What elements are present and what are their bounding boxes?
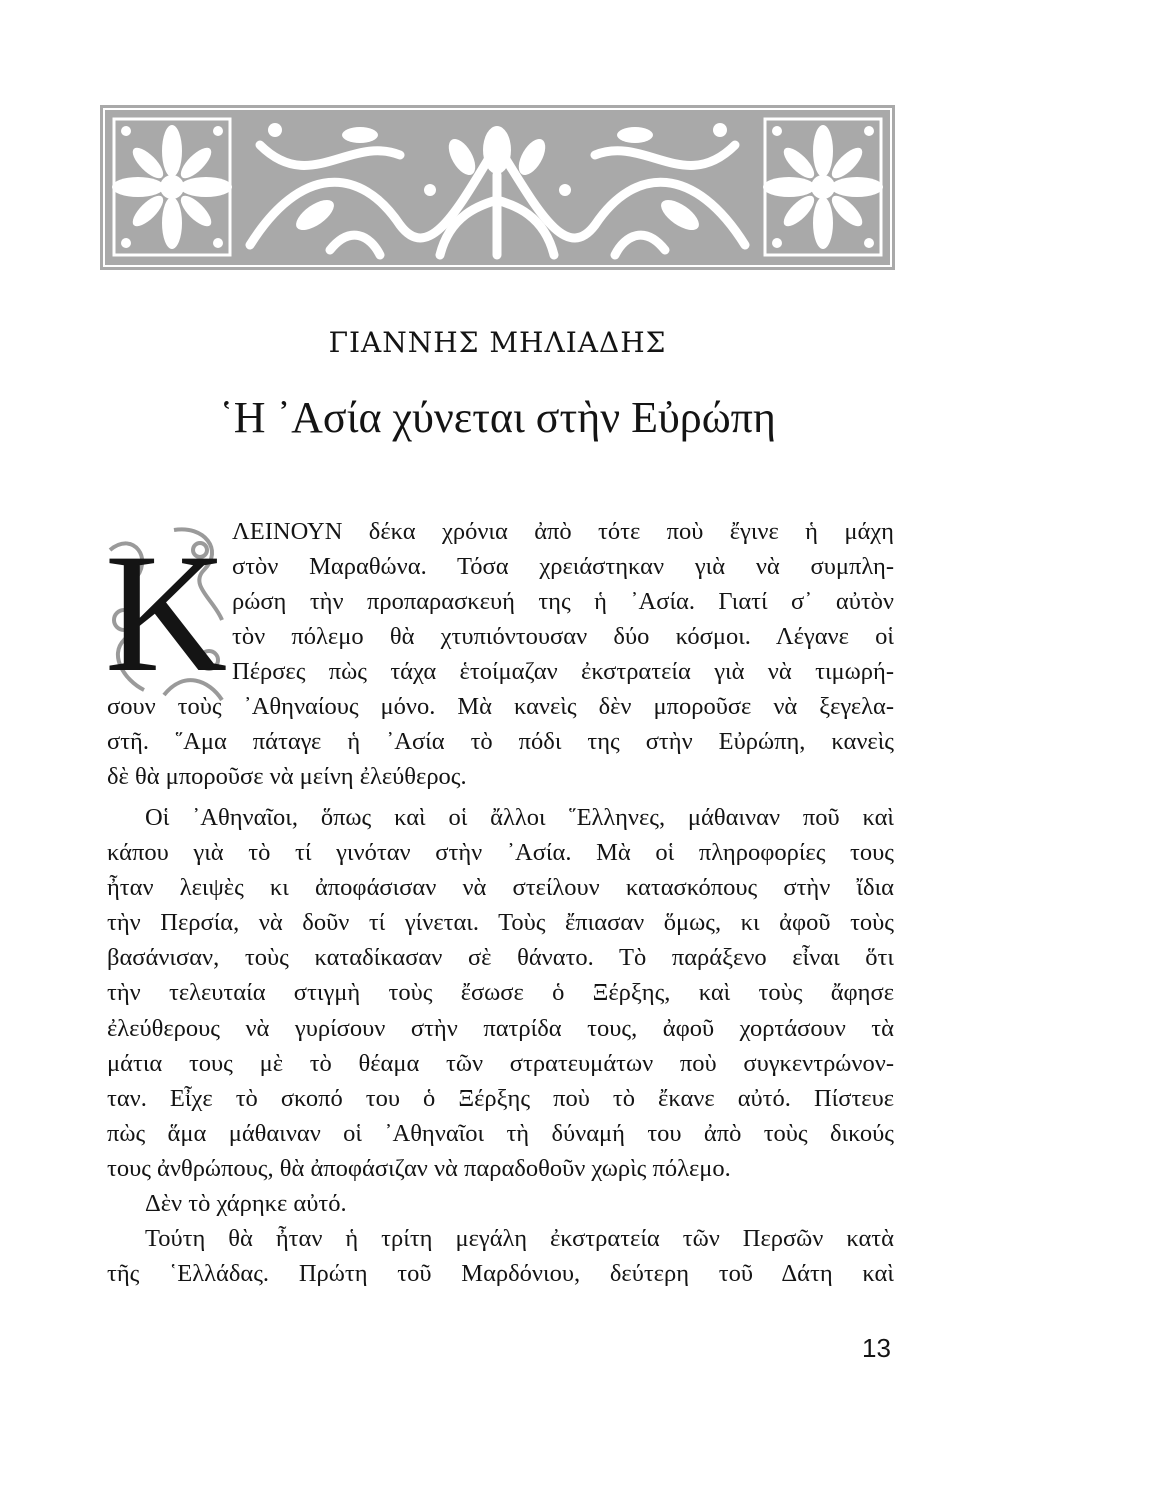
text-line: τὴν Περσία, νὰ δοῦν τί γίνεται. Τοὺς ἔπιασαν ὅμως, κι ἀφοῦ τοὺς — [107, 909, 894, 937]
text-line: Δὲν τὸ χάρηκε αὐτό. — [145, 1190, 347, 1217]
drop-cap-letter: Κ — [104, 520, 228, 706]
text-line: τὴν τελευταία στιγμὴ τοὺς ἔσωσε ὁ Ξέρξης, καὶ τοὺς ἄφησε — [107, 979, 894, 1007]
text-line: πὼς ἅμα μάθαιναν οἱ ᾿Αθηναῖοι τὴ δύναμή του ἀπὸ τοὺς δικούς — [107, 1119, 894, 1147]
text-line: ἐλεύθερους νὰ γυρίσουν στὴν πατρίδα τους, ἀφοῦ χορτάσουν τὰ — [107, 1014, 894, 1042]
ornamental-header-band — [100, 105, 895, 270]
text-line: σουν τοὺς ᾿Αθηναίους μόνο. Μὰ κανεὶς δὲν μποροῦσε νὰ ξεγελα- — [107, 693, 894, 720]
text-line: Οἱ ᾿Αθηναῖοι, ὅπως καὶ οἱ ἄλλοι ῞Ελληνες, μάθαιναν ποῦ καὶ — [145, 804, 894, 831]
paragraph-4 — [107, 1221, 894, 1291]
text-line: ρώση τὴν προπαρασκευή της ἡ ᾿Ασία. Γιατί σ᾿ αὐτὸν — [232, 588, 894, 616]
text-line: Τούτη θὰ ἦταν ἡ τρίτη μεγάλη ἐκστρατεία τῶν Περσῶν κατὰ — [145, 1225, 894, 1252]
chapter-title: ῾Η ᾿Ασία χύνεται στὴν Εὐρώπη — [219, 393, 776, 442]
page-number: 13 — [862, 1333, 891, 1363]
text-line: Πέρσες πὼς τάχα ἑτοίμαζαν ἐκστρατεία γιὰ νὰ τιμωρή- — [232, 658, 894, 686]
text-line: κάπου γιὰ τὸ τί γινόταν στὴν ᾿Ασία. Μὰ οἱ πληροφορίες τους — [107, 839, 894, 867]
paragraph-1-indented — [232, 514, 894, 689]
text-line: δὲ θὰ μποροῦσε νὰ μείνη ἐλεύθερος. — [107, 763, 467, 791]
text-line: τὸν πόλεμο θὰ χτυπιόντουσαν δύο κόσμοι. Λέγανε οἱ — [232, 623, 894, 651]
author-name: ΓΙΑΝΝΗΣ ΜΗΛΙΑΔΗΣ — [328, 326, 667, 359]
paragraph-2 — [107, 800, 894, 1186]
text-line: μάτια τους μὲ τὸ θέαμα τῶν στρατευμάτων ποὺ συγκεντρώνον- — [107, 1049, 894, 1077]
decorated-initial — [104, 520, 228, 706]
text-line: στῆ. ῞Αμα πάταγε ἡ ᾿Ασία τὸ πόδι της στὴν Εὐρώπη, κανεὶς — [107, 728, 894, 756]
paragraph-3 — [145, 1186, 894, 1221]
text-line: ταν. Εἶχε τὸ σκοπό του ὁ Ξέρξης ποὺ τὸ ἔκανε αὐτό. Πίστευε — [107, 1084, 894, 1112]
text-line: τους ἀνθρώπους, θὰ ἀποφάσιζαν νὰ παραδοθοῦν χωρὶς πόλεμο. — [107, 1154, 731, 1182]
text-line: στὸν Μαραθώνα. Τόσα χρειάστηκαν γιὰ νὰ συμπλη- — [232, 553, 894, 581]
text-line: ἦταν λειψὲς κι ἀποφάσισαν νὰ στείλουν κατασκόπους στὴν ἴδια — [107, 874, 894, 902]
text-line: βασάνισαν, τοὺς καταδίκασαν σὲ θάνατο. Τὸ παράξενο εἶναι ὅτι — [107, 944, 894, 972]
paragraph-1-continued — [107, 689, 894, 794]
text-line: ΛΕΙΝΟΥΝ δέκα χρόνια ἀπὸ τότε ποὺ ἔγινε ἡ μάχη — [232, 518, 894, 545]
text-line: τῆς ῾Ελλάδας. Πρώτη τοῦ Μαρδόνιου, δεύτερη τοῦ Δάτη καὶ — [107, 1260, 894, 1288]
